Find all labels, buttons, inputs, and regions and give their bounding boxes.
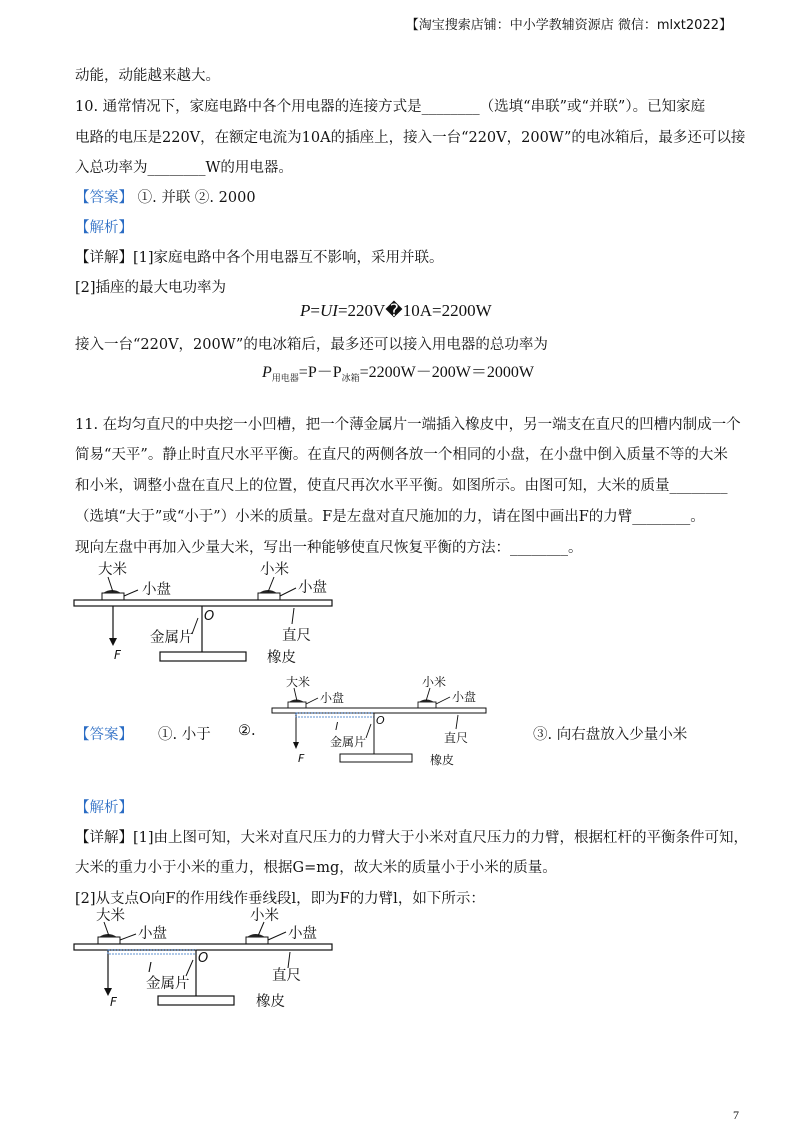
page-number: 7 [733, 1108, 739, 1122]
formula-rest: =2200W－200W＝2000W [359, 364, 534, 381]
formula-rest: =220V�10A=2200W [337, 301, 492, 320]
label-zhichi: 直尺 [282, 628, 311, 644]
label-xiangpi: 橡皮 [267, 650, 296, 666]
detail-label: 【详解】 [75, 250, 133, 266]
question-11-line: 现向左盘中再加入少量大米，写出一种能够使直尺恢复平衡的方法：________。 [75, 540, 583, 556]
label-o: O [376, 714, 385, 727]
analysis-label: 【解析】 [75, 800, 133, 816]
balance-diagram-3 [70, 906, 340, 1012]
label-l: l [335, 720, 339, 733]
label-zhichi: 直尺 [444, 731, 469, 745]
label-jinshupian: 金属片 [150, 630, 194, 646]
formula-sub: 用电器 [271, 373, 299, 384]
question-11-line: （选填“大于”或“小于”）小米的质量。F是左盘对直尺施加的力，请在图中画出F的力臂________。 [75, 509, 705, 525]
label-xiaomi: 小米 [250, 908, 279, 924]
formula-p: P [262, 364, 272, 381]
label-xiaopan: 小盘 [142, 582, 171, 598]
detail-line [75, 826, 748, 847]
analysis-label: 【解析】 [75, 220, 133, 236]
label-zhichi: 直尺 [272, 968, 301, 984]
label-f: F [110, 995, 117, 1009]
detail-line: 接入一台“220V，200W”的电冰箱后，最多还可以接入用电器的总功率为 [75, 337, 548, 353]
answer-label: 【答案】 [75, 727, 133, 743]
formula-total-power [262, 359, 534, 384]
label-xiaomi: 小米 [260, 562, 289, 578]
formula-sub: 冰箱 [341, 373, 360, 384]
label-xiaopan: 小盘 [288, 926, 317, 942]
label-o: O [204, 609, 215, 624]
detail-body: [1]由上图可知，大米对直尺压力的力臂大于小米对直尺压力的力臂，根据杠杆的平衡条件可知， [133, 830, 749, 846]
question-11-line: 和小米，调整小盘在直尺上的位置，使直尺再次水平平衡。如图所示。由图可知，大米的质量________ [75, 478, 728, 494]
formula-power [300, 301, 492, 321]
balance-diagram-1 [70, 560, 340, 670]
answer-11-part1: ①. 小于 [158, 727, 211, 743]
label-xiaomi: 小米 [422, 675, 447, 689]
label-xiaopan: 小盘 [320, 691, 345, 705]
label-dami: 大米 [98, 562, 127, 578]
label-jinshupian: 金属片 [146, 976, 190, 992]
formula-p: P [300, 301, 311, 320]
question-11-line: 11. 在均匀直尺的中央挖一小凹槽，把一个薄金属片一端插入橡皮中，另一端支在直尺的凹槽内制成一个 [75, 417, 741, 433]
detail-line: 大米的重力小于小米的重力，根据G=mg，故大米的质量小于小米的质量。 [75, 860, 557, 876]
detail-label: 【详解】 [75, 830, 133, 846]
answer-body: ①. 并联 ②. 2000 [133, 190, 256, 206]
answer-11-part2: ②. [238, 723, 256, 739]
label-xiangpi: 橡皮 [256, 994, 285, 1010]
formula-ui: UI [319, 301, 338, 320]
answer-11 [75, 723, 133, 744]
answer-label: 【答案】 [75, 190, 133, 206]
question-10-line: 入总功率为________W的用电器。 [75, 160, 293, 176]
label-xiaopan: 小盘 [452, 690, 477, 704]
label-o: O [198, 951, 209, 966]
label-xiaopan: 小盘 [298, 580, 327, 596]
balance-diagram-answer [268, 672, 492, 772]
label-xiangpi: 橡皮 [430, 753, 455, 767]
detail-line: [2]从支点O向F的作用线作垂线段l，即为F的力臂l，如下所示： [75, 891, 485, 907]
answer-10 [75, 186, 256, 207]
label-jinshupian: 金属片 [330, 735, 367, 749]
label-dami: 大米 [286, 675, 311, 689]
detail-line [75, 246, 444, 267]
question-10-line: 10. 通常情况下，家庭电路中各个用电器的连接方式是________（选填“串联”或“并联”）。已知家庭 [75, 99, 706, 115]
question-11-line: 简易“天平”。静止时直尺水平平衡。在直尺的两侧各放一个相同的小盘，在小盘中倒入质量不等的大米 [75, 447, 728, 463]
label-dami: 大米 [96, 908, 125, 924]
label-f: F [114, 648, 121, 662]
label-f: F [298, 752, 305, 765]
page-header: 【淘宝搜索店铺：中小学教辅资源店 微信：mlxt2022】 [405, 18, 732, 33]
label-xiaopan: 小盘 [138, 926, 167, 942]
label-l: l [148, 961, 152, 976]
detail-line: [2]插座的最大电功率为 [75, 280, 227, 296]
answer-11-part3: ③. 向右盘放入少量小米 [533, 727, 688, 743]
formula-mid: =P－P [298, 364, 342, 381]
question-10-line: 电路的电压是220V，在额定电流为10A的插座上，接入一台“220V，200W”的电冰箱后，最多还可以接 [75, 130, 746, 146]
detail-body: [1]家庭电路中各个用电器互不影响，采用并联。 [133, 250, 444, 266]
text-line: 动能，动能越来越大。 [75, 68, 220, 84]
formula-eq: = [310, 301, 320, 320]
